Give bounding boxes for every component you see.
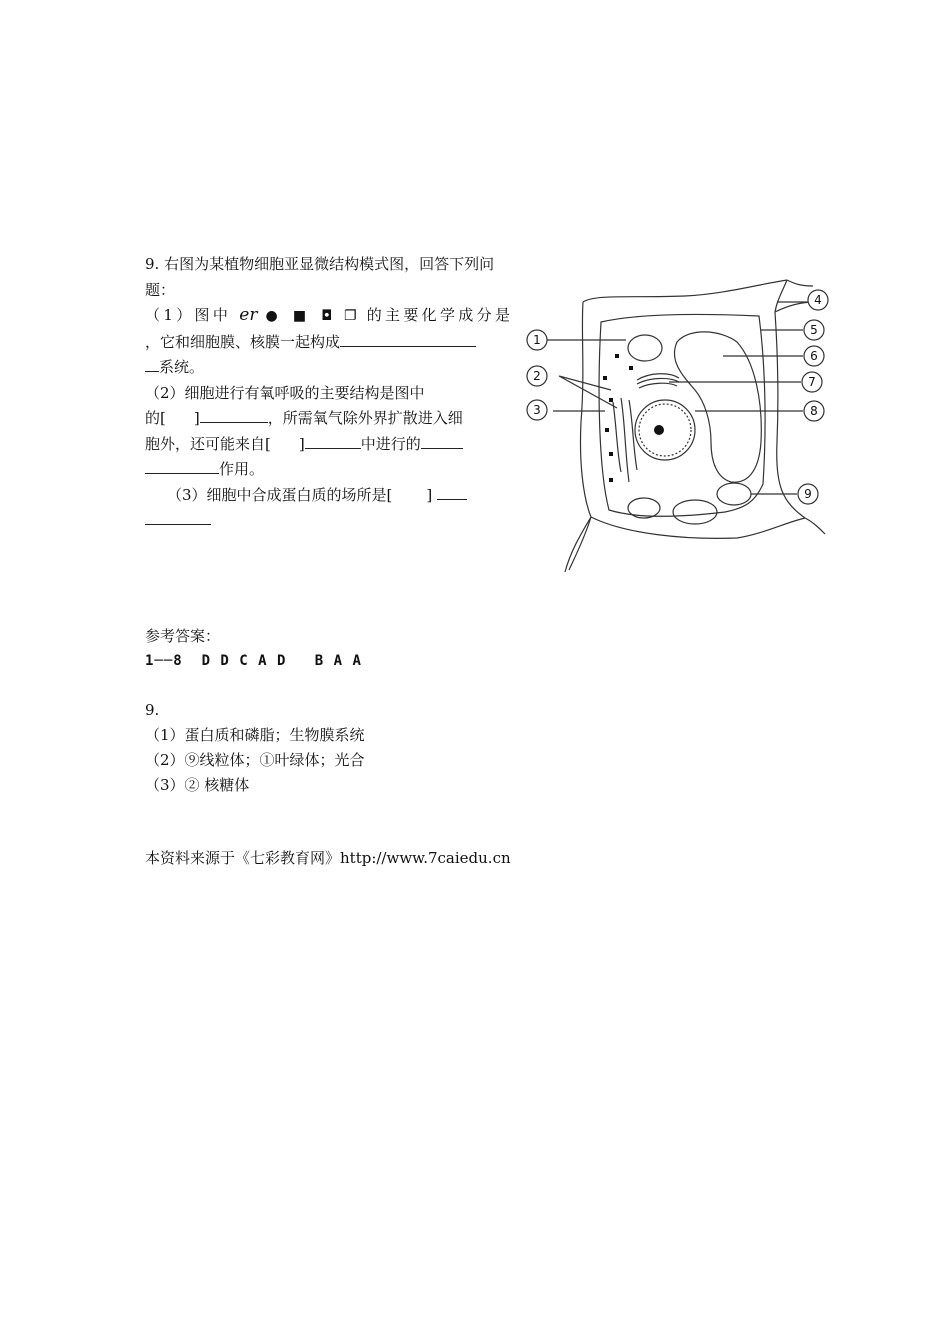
q2-line4: 作用。	[145, 457, 510, 483]
chloroplast	[628, 335, 662, 361]
answers-heading: 参考答案：	[145, 627, 221, 645]
nucleus-envelope	[635, 400, 695, 460]
er-symbol: er	[239, 305, 258, 325]
q1-line3: 系统。	[145, 355, 510, 381]
label-5: 5	[810, 323, 818, 337]
label-7: 7	[808, 375, 816, 389]
answer-blank[interactable]	[305, 433, 361, 449]
mc-answers: D D C A D B A A	[201, 653, 362, 669]
organelle-symbols-icon: ● ■ ◘ ❐	[265, 308, 359, 324]
label-3: 3	[533, 403, 541, 417]
answer-section	[145, 624, 645, 798]
answer-blank[interactable]	[200, 407, 268, 423]
chloroplast-bottom	[673, 500, 717, 524]
vacuole	[674, 332, 761, 482]
plant-cell-svg	[525, 272, 835, 577]
q1-line2: ，它和细胞膜、核膜一起构成	[145, 330, 510, 356]
plasma-membrane	[599, 314, 765, 516]
answer-blank[interactable]	[145, 509, 211, 525]
mitochondrion	[628, 498, 660, 518]
label-9: 9	[804, 487, 812, 501]
mc-range: 1──8	[145, 653, 183, 669]
plant-cell-diagram	[525, 272, 835, 577]
q9-answer-2: （2）⑨线粒体；①叶绿体；光合	[145, 751, 365, 769]
q2-line2: 的[ ] ，所需氧气除外界扩散进入细	[145, 409, 463, 427]
question-9	[145, 252, 510, 534]
q9-answer-1: （1）蛋白质和磷脂；生物膜系统	[145, 726, 365, 744]
label-1: 1	[533, 333, 541, 347]
q1-line1: （1）图中 er ● ■ ◘ ❐ 的主要化学成分是	[145, 305, 510, 325]
q3-line2	[145, 508, 510, 534]
q2-line1: （2）细胞进行有氧呼吸的主要结构是图中	[145, 383, 425, 402]
q2-line3: 胞外，还可能来自[ ] 中进行的	[145, 432, 510, 458]
q3-line1: （3）细胞中合成蛋白质的场所是[ ]	[145, 483, 510, 509]
q9-answer-number: 9.	[145, 701, 160, 719]
source-line: 本资料来源于《七彩教育网》http://www.7caiedu.cn	[145, 849, 511, 867]
answer-blank[interactable]	[340, 331, 476, 347]
answer-blank[interactable]	[145, 356, 159, 372]
golgi	[637, 374, 679, 388]
label-6: 6	[810, 349, 818, 363]
cell-wall-outer	[569, 280, 805, 570]
label-8: 8	[810, 404, 818, 418]
mc-answers-line	[145, 649, 645, 674]
endoplasmic-reticulum	[613, 398, 637, 482]
label-2: 2	[533, 369, 541, 383]
answer-blank[interactable]	[145, 458, 219, 474]
mitochondrion-right	[717, 483, 751, 505]
answer-blank[interactable]	[437, 484, 467, 500]
answer-blank[interactable]	[421, 433, 463, 449]
q9-answer-3: （3）② 核糖体	[145, 776, 250, 794]
question-title: 9. 右图为某植物细胞亚显微结构模式图，回答下列问题：	[145, 255, 495, 299]
label-4: 4	[814, 293, 822, 307]
